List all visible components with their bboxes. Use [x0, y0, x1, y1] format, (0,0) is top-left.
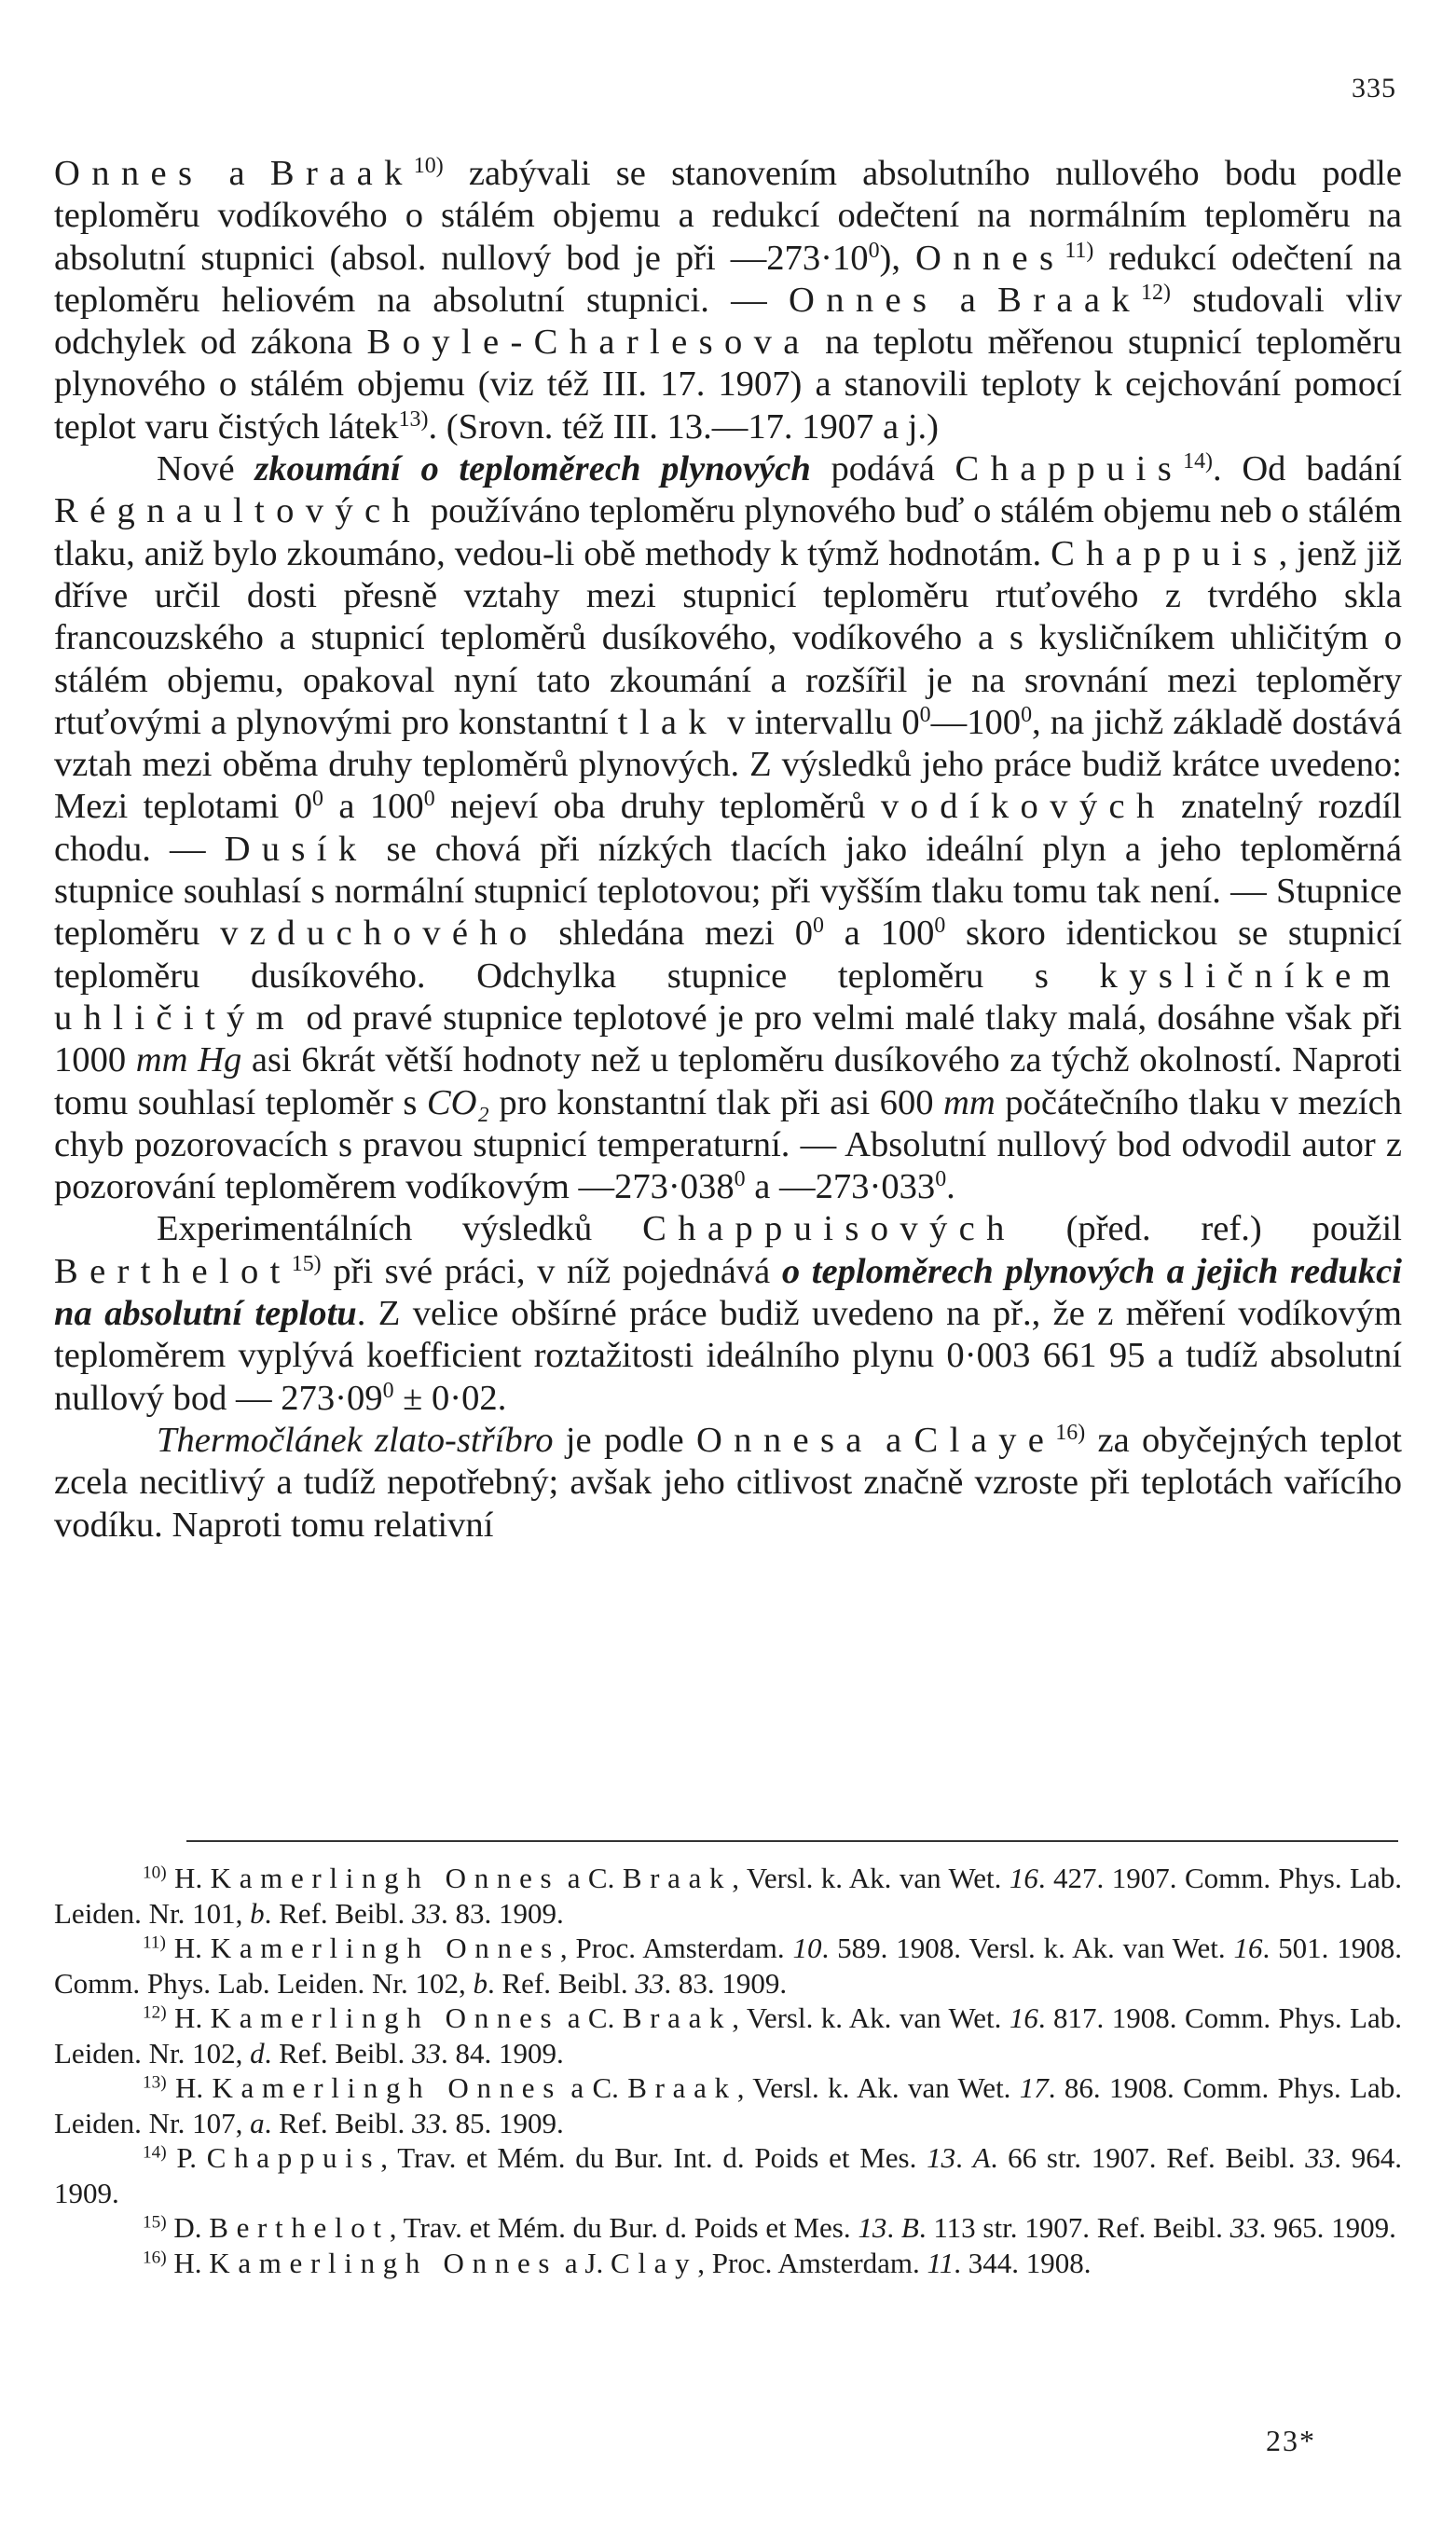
text-run: (před. ref.) použil — [1015, 1209, 1402, 1249]
italic-text: a — [250, 2106, 265, 2139]
superscript: 13) — [398, 406, 429, 432]
spaced-name: Braak — [622, 1862, 733, 1894]
text-run: a C. — [559, 1862, 623, 1894]
text-run: D. — [166, 2211, 210, 2244]
superscript: 10) — [413, 153, 444, 178]
text-run: . 817. 1908. Comm. Phys. Lab. Leiden. Nr. 102, — [54, 2001, 1403, 2070]
spaced-name: Dusík — [224, 829, 368, 869]
text-run: a C. — [562, 2071, 628, 2104]
superscript: 0 — [935, 1166, 947, 1191]
superscript: 0 — [1021, 702, 1033, 727]
bold-italic-title: zkoumání o teploměrech plynových — [254, 449, 811, 489]
text-run: Experimentálních výsledků — [157, 1209, 643, 1249]
italic-text: d — [250, 2036, 265, 2070]
superscript: 16) — [143, 2247, 167, 2267]
text-run: . — [955, 2141, 973, 2174]
text-run: —100 — [930, 702, 1022, 742]
italic-text: 33 — [412, 2106, 441, 2139]
footnote — [54, 2140, 1402, 2210]
spaced-name: Kamerlingh Onnes — [212, 2071, 562, 2104]
body-text — [54, 153, 1402, 1547]
spaced-name: Chappuisových — [642, 1209, 1016, 1249]
text-run: . 501. 1908. Comm. Phys. Lab. Leiden. Nr. 102, — [54, 1932, 1402, 2000]
spaced-name: Onnesa — [695, 1420, 873, 1460]
footnote — [54, 2070, 1402, 2140]
italic-text: 16 — [1233, 1932, 1263, 1964]
italic-text: Thermočlánek zlato-stříbro — [157, 1420, 554, 1460]
italic-text: 13 — [927, 2141, 956, 2174]
italic-text: B — [900, 2211, 919, 2244]
italic-text: 16 — [1009, 1862, 1038, 1894]
text-run: . 589. 1908. Versl. k. Ak. van Wet. — [821, 1932, 1234, 1964]
superscript: 0 — [423, 787, 435, 812]
text-run: H. — [165, 1932, 211, 1964]
text-run: na teplotu měřenou stupnicí teploměru plynového o stálém objemu (viz též III. 17. 1907) a stanovili teploty k cejchování pomocí teplot varu čistých látek — [54, 323, 1402, 447]
text-run: . 86. 1908. Comm. Phys. Lab. Leiden. Nr. 107, — [54, 2071, 1403, 2139]
spaced-name: Onnes — [54, 154, 204, 193]
text-run: od pravé stupnice teplotové je pro velmi malé tlaky malá, dosáhne však při 1000 — [54, 997, 1402, 1080]
footnote — [54, 2210, 1402, 2246]
spaced-name: Chappuis — [206, 2141, 381, 2174]
italic-text: 16 — [1009, 2001, 1038, 2034]
text-run: a 100 — [823, 914, 935, 954]
text-run: . Ref. Beibl. — [264, 2036, 412, 2070]
spaced-name: Braak — [997, 280, 1142, 320]
text-run: , Proc. Amsterdam. — [559, 1932, 793, 1964]
text-run: se chová při nízkých tlacích jako ideální plyn a jeho teploměrná stupnice souhlasí s normální stupnicí teplotovou; při vyšším tlaku tomu tak není. — Stupnice teploměru — [54, 829, 1402, 954]
text-run: H. — [166, 1862, 211, 1894]
spaced-name: Clay — [611, 2246, 698, 2279]
text-run: , Proc. Amsterdam. — [697, 2246, 927, 2279]
text-run: . 66 str. 1907. Ref. Beibl. — [990, 2141, 1306, 2174]
text-run: H. — [166, 2246, 210, 2279]
paragraph — [54, 1420, 1402, 1547]
italic-text: b — [473, 1966, 488, 2000]
text-run: a —273·033 — [745, 1167, 936, 1207]
text-run: . (Srovn. též III. 13.—17. 1907 a j.) — [428, 406, 939, 447]
text-run: redukcí odečtení na teploměru heliovém na absolutní stupnici. — — [54, 238, 1402, 320]
text-run: . 427. 1907. Comm. Phys. Lab. Leiden. Nr. 101, — [54, 1862, 1403, 1930]
text-run: Nové — [157, 449, 255, 489]
footnote-divider — [186, 1840, 1398, 1842]
text-run: . — [946, 1167, 955, 1207]
superscript: 14) — [1183, 448, 1213, 474]
superscript: 15) — [291, 1251, 322, 1276]
text-run: a C. — [559, 2001, 623, 2034]
text-run: . Ref. Beibl. — [264, 2106, 412, 2139]
italic-text: mm — [943, 1082, 996, 1122]
spaced-name: vzduchového — [220, 914, 539, 954]
spaced-name: Berthelot — [209, 2211, 390, 2244]
text-run: pro konstantní tlak při asi 600 — [488, 1082, 944, 1122]
paragraph — [54, 1208, 1402, 1419]
spaced-name: Chappuis — [1051, 533, 1279, 573]
text-run: a 100 — [323, 787, 424, 827]
spaced-name: Onnes — [914, 238, 1065, 278]
spaced-name: Kamerlingh Onnes — [210, 2001, 560, 2034]
footnotes — [54, 1861, 1402, 2280]
spaced-name: Berthelot — [54, 1251, 292, 1291]
text-run: , jenž již dříve určil dosti přesně vztahy mezi stupnicí teploměru rtuťového z tvrdého skla francouzského a stupnicí teploměrů dusíkového, vodíkového a s kysličníkem uhličitým o stálém objemu, opakoval nyní tato zkoumání a rozšířil je na srovnání mezi teploměry rtuťovými a plynovými pro konstantní — [54, 533, 1402, 742]
text-run: podává — [810, 449, 955, 489]
text-run: ± 0·02. — [393, 1378, 507, 1418]
text-run: zabývali se stanovením absolutního nullového bodu podle teploměru vodíkového o stálém objemu a redukcí odečtení na normálním teploměru na absolutní stupnici (absol. nullový bod je při —273·10 — [54, 154, 1402, 278]
italic-text: 11 — [927, 2246, 955, 2279]
text-run: , Versl. k. Ak. van Wet. — [736, 2071, 1020, 2104]
text-run: . 113 str. 1907. Ref. Beibl. — [918, 2211, 1230, 2244]
spaced-name: Braak — [269, 154, 414, 193]
superscript: 12) — [1141, 280, 1171, 305]
text-run: znatelný rozdíl chodu. — — [54, 787, 1402, 869]
text-run: používáno teploměru plynového buď o stálém objemu neb o stálém tlaku, aniž bylo zkoumáno, vedou-li obě methody k týmž hodnotám. — [54, 491, 1402, 573]
spaced-name: Régnaultových — [54, 491, 422, 531]
paragraph — [54, 448, 1402, 1208]
spaced-name: Onnes — [789, 280, 939, 320]
italic-text: b — [250, 1896, 265, 1930]
superscript: 0 — [312, 787, 323, 812]
text-run: skoro identickou se stupnicí teploměru dusíkového. Odchylka stupnice teploměru s — [54, 914, 1402, 996]
text-run: P. — [166, 2141, 207, 2174]
footnote — [54, 2246, 1402, 2281]
text-run: při své práci, v níž pojednává — [321, 1251, 782, 1291]
text-run: , Versl. k. Ak. van Wet. — [732, 2001, 1010, 2034]
italic-text: 33 — [635, 1966, 665, 2000]
text-run: . Ref. Beibl. — [487, 1966, 636, 2000]
text-run: a — [938, 280, 998, 320]
superscript: 0 — [382, 1378, 394, 1403]
text-run: studovali vliv odchylek od zákona — [54, 280, 1402, 363]
italic-text: 33 — [1229, 2211, 1259, 2244]
text-run: . 344. 1908. — [954, 2246, 1092, 2279]
spaced-name: Boyle-Charlesova — [366, 323, 811, 363]
spaced-name: vodíkových — [880, 787, 1166, 827]
text-run: je podle — [553, 1420, 696, 1460]
text-run: . 965. 1909. — [1258, 2211, 1396, 2244]
text-run: , Trav. et Mém. du Bur. Int. d. Poids et Mes. — [380, 2141, 927, 2174]
text-run: a J. — [557, 2246, 611, 2279]
superscript: 10) — [143, 1863, 167, 1883]
spaced-name: Kamerlingh Onnes — [209, 2246, 558, 2279]
sheet-signature: 23* — [1266, 2424, 1316, 2457]
text-run: . Ref. Beibl. — [264, 1896, 412, 1930]
text-run: . 84. 1909. — [441, 2036, 564, 2070]
italic-text: A — [972, 2141, 991, 2174]
superscript: 15) — [143, 2212, 167, 2233]
text-run: a — [872, 1420, 914, 1460]
superscript: 0 — [868, 238, 880, 263]
text-run: , Versl. k. Ak. van Wet. — [732, 1862, 1010, 1894]
spaced-name: Kamerlingh Onnes — [210, 1932, 560, 1964]
footnote — [54, 2001, 1402, 2070]
text-run: H. — [166, 2001, 211, 2034]
italic-text: 13 — [858, 2211, 887, 2244]
text-run: H. — [166, 2071, 213, 2104]
text-run: v intervallu 0 — [718, 702, 920, 742]
text-run: . 83. 1909. — [664, 1966, 788, 2000]
text-run: . — [886, 2211, 901, 2244]
bold-italic-title: o teploměrech plynových a jejich redukci na absolutní teplotu — [54, 1251, 1402, 1334]
superscript: 11) — [143, 1932, 166, 1953]
superscript: 0 — [934, 914, 946, 939]
superscript: 0 — [813, 914, 824, 939]
text-run: asi 6krát větší hodnoty než u teploměru dusíkového za týchž okolností. Naproti tomu souhlasí teploměr s — [54, 1040, 1402, 1122]
text-run: . 85. 1909. — [441, 2106, 564, 2139]
paragraph — [54, 153, 1402, 448]
text-run: . Od badání — [1213, 449, 1402, 489]
text-run: ), — [879, 238, 915, 278]
text-run: , Trav. et Mém. du Bur. d. Poids et Mes. — [389, 2211, 858, 2244]
italic-text: 10 — [792, 1932, 822, 1964]
text-run: nejeví oba druhy teploměrů — [434, 787, 881, 827]
superscript: 11) — [1065, 238, 1094, 263]
italic-text: 17 — [1019, 2071, 1049, 2104]
spaced-name: tlak — [617, 702, 719, 742]
spaced-name: Chappuis — [955, 449, 1184, 489]
footnote — [54, 1861, 1402, 1931]
footnote — [54, 1931, 1402, 2001]
text-run: . 964. 1909. — [54, 2141, 1403, 2209]
italic-text: 33 — [412, 1896, 441, 1930]
text-run: . Z velice obšírné práce budiž uvedeno na př., že z měření vodíkovým teploměrem vyplývá koefficient roztažitosti ideálního plynu 0·003 661 95 a tudíž absolutní nullový bod — 273·09 — [54, 1294, 1402, 1418]
text-run: shledána mezi 0 — [538, 914, 813, 954]
spaced-name: kysličníkem uhličitým — [54, 956, 1402, 1038]
text-run: a — [203, 154, 270, 193]
italic-text: 33 — [412, 2036, 441, 2070]
superscript: 0 — [734, 1166, 746, 1191]
italic-text: CO₂ — [426, 1082, 489, 1122]
spaced-name: Kamerlingh Onnes — [210, 1862, 560, 1894]
superscript: 16) — [1055, 1420, 1086, 1445]
text-run: . 83. 1909. — [441, 1896, 564, 1930]
page-number: 335 — [1352, 73, 1396, 103]
text-run: za obyčejných teplot zcela necitlivý a tudíž nepotřebný; avšak jeho citlivost značně vzroste při teplotách vařícího vodíku. Naproti tomu relativní — [54, 1420, 1402, 1545]
spaced-name: Braak — [622, 2001, 733, 2034]
text-run: počátečního tlaku v mezích chyb pozorovacích s pravou stupnicí temperaturní. — Absolutní nullový bod odvodil autor z pozorování teploměrem vodíkovým —273·038 — [54, 1082, 1402, 1207]
superscript: 13) — [143, 2072, 167, 2093]
superscript: 14) — [143, 2142, 167, 2163]
superscript: 12) — [143, 2002, 167, 2023]
spaced-name: Claye — [913, 1420, 1056, 1460]
text-run: , na jichž základě dostává vztah mezi oběma druhy teploměrů plynových. Z výsledků jeho práce budiž krátce uvedeno: Mezi teplotami 0 — [54, 702, 1402, 827]
italic-text: mm Hg — [135, 1040, 242, 1080]
spaced-name: Braak — [627, 2071, 737, 2104]
italic-text: 33 — [1305, 2141, 1335, 2174]
superscript: 0 — [919, 702, 931, 727]
